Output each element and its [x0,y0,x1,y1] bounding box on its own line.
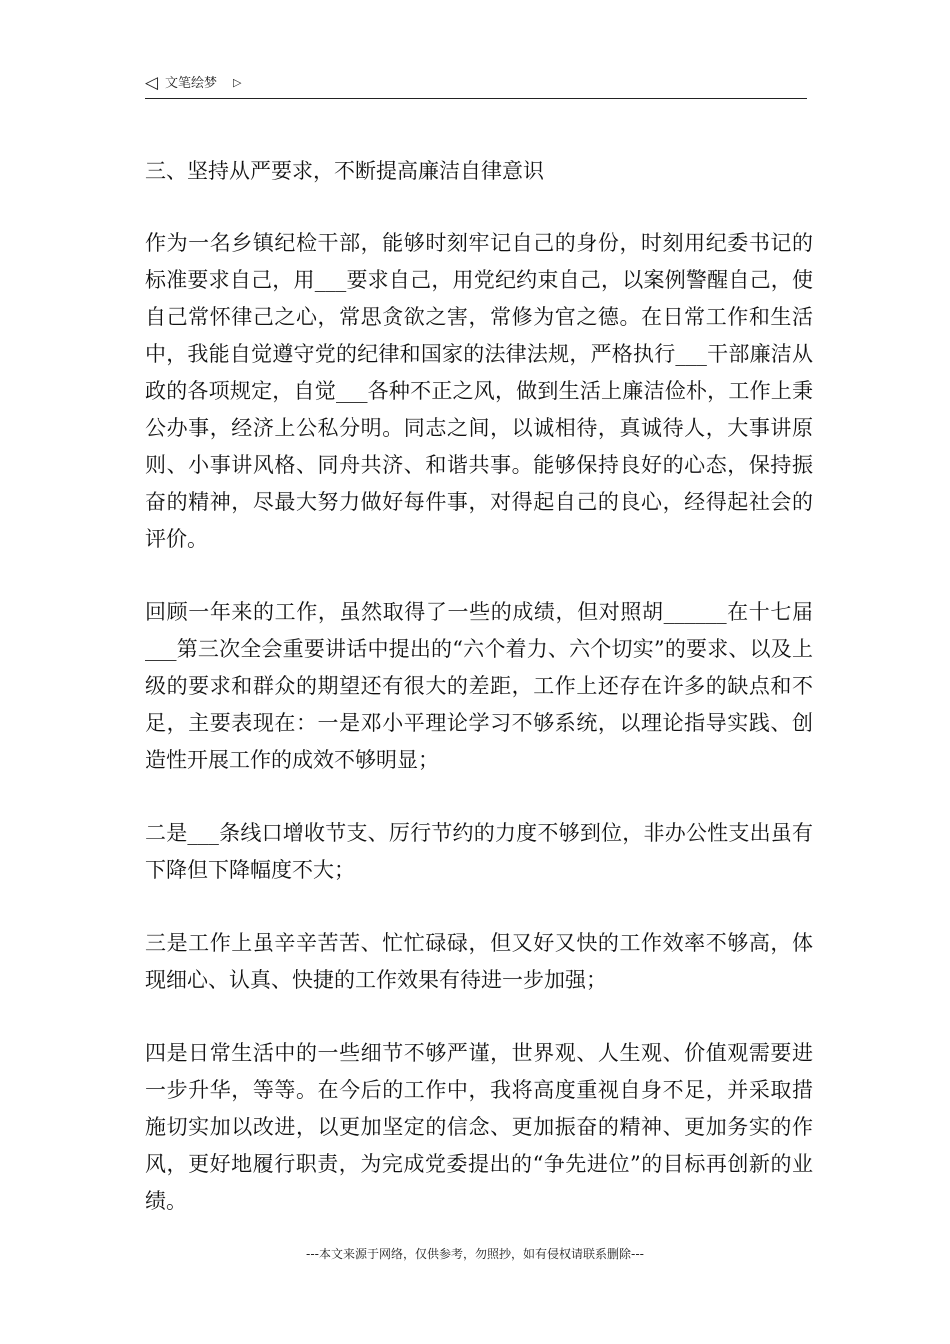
header-title: 文笔绘梦 [165,76,218,91]
document-body [145,153,813,1256]
left-triangle-icon: ◁ [145,73,159,93]
paragraph-5: 四是日常生活中的一些细节不够严谨，世界观、人生观、价值观需要进一步升华，等等。在今后的工作中，我将高度重视自身不足，并采取措施切实加以改进，以更加坚定的信念、更加振奋的精神、更加务实的作风，更好地履行职责，为完成党委提出的“争先进位”的目标再创新的业绩。 [145,1041,813,1213]
section-heading: 三、坚持从严要求，不断提高廉洁自律意识 [145,159,544,183]
paragraph-1: 作为一名乡镇纪检干部，能够时刻牢记自己的身份，时刻用纪委书记的标准要求自己，用___要求自己，用党纪约束自己，以案例警醒自己，使自己常怀律己之心，常思贪欲之害，常修为官之德。在日常工作和生活中，我能自觉遵守党的纪律和国家的法律法规，严格执行___干部廉洁从政的各项规定，自觉___各种不正之风，做到生活上廉洁俭朴，工作上秉公办事，经济上公私分明。同志之间，以诚相待，真诚待人，大事讲原则、小事讲风格、同舟共济、和谐共事。能够保持良好的心态，保持振奋的精神，尽最大努力做好每件事，对得起自己的良心，经得起社会的评价。 [145,231,813,551]
paragraph-4: 三是工作上虽辛辛苦苦、忙忙碌碌，但又好又快的工作效率不够高，体现细心、认真、快捷的工作效果有待进一步加强； [145,931,813,992]
page-footer: ---本文来源于网络，仅供参考，勿照抄，如有侵权请联系删除--- [306,1247,644,1261]
paragraph-2: 回顾一年来的工作，虽然取得了一些的成绩，但对照胡______在十七届___第三次全会重要讲话中提出的“六个着力、六个切实”的要求、以及上级的要求和群众的期望还有很大的差距，工作上还存在许多的缺点和不足，主要表现在：一是邓小平理论学习不够系统，以理论指导实践、创造性开展工作的成效不够明显； [145,600,813,772]
right-triangle-icon: ▷ [233,76,242,89]
paragraph-3: 二是___条线口增收节支、厉行节约的力度不够到位，非办公性支出虽有下降但下降幅度不大； [145,821,813,882]
page-header [145,72,807,99]
